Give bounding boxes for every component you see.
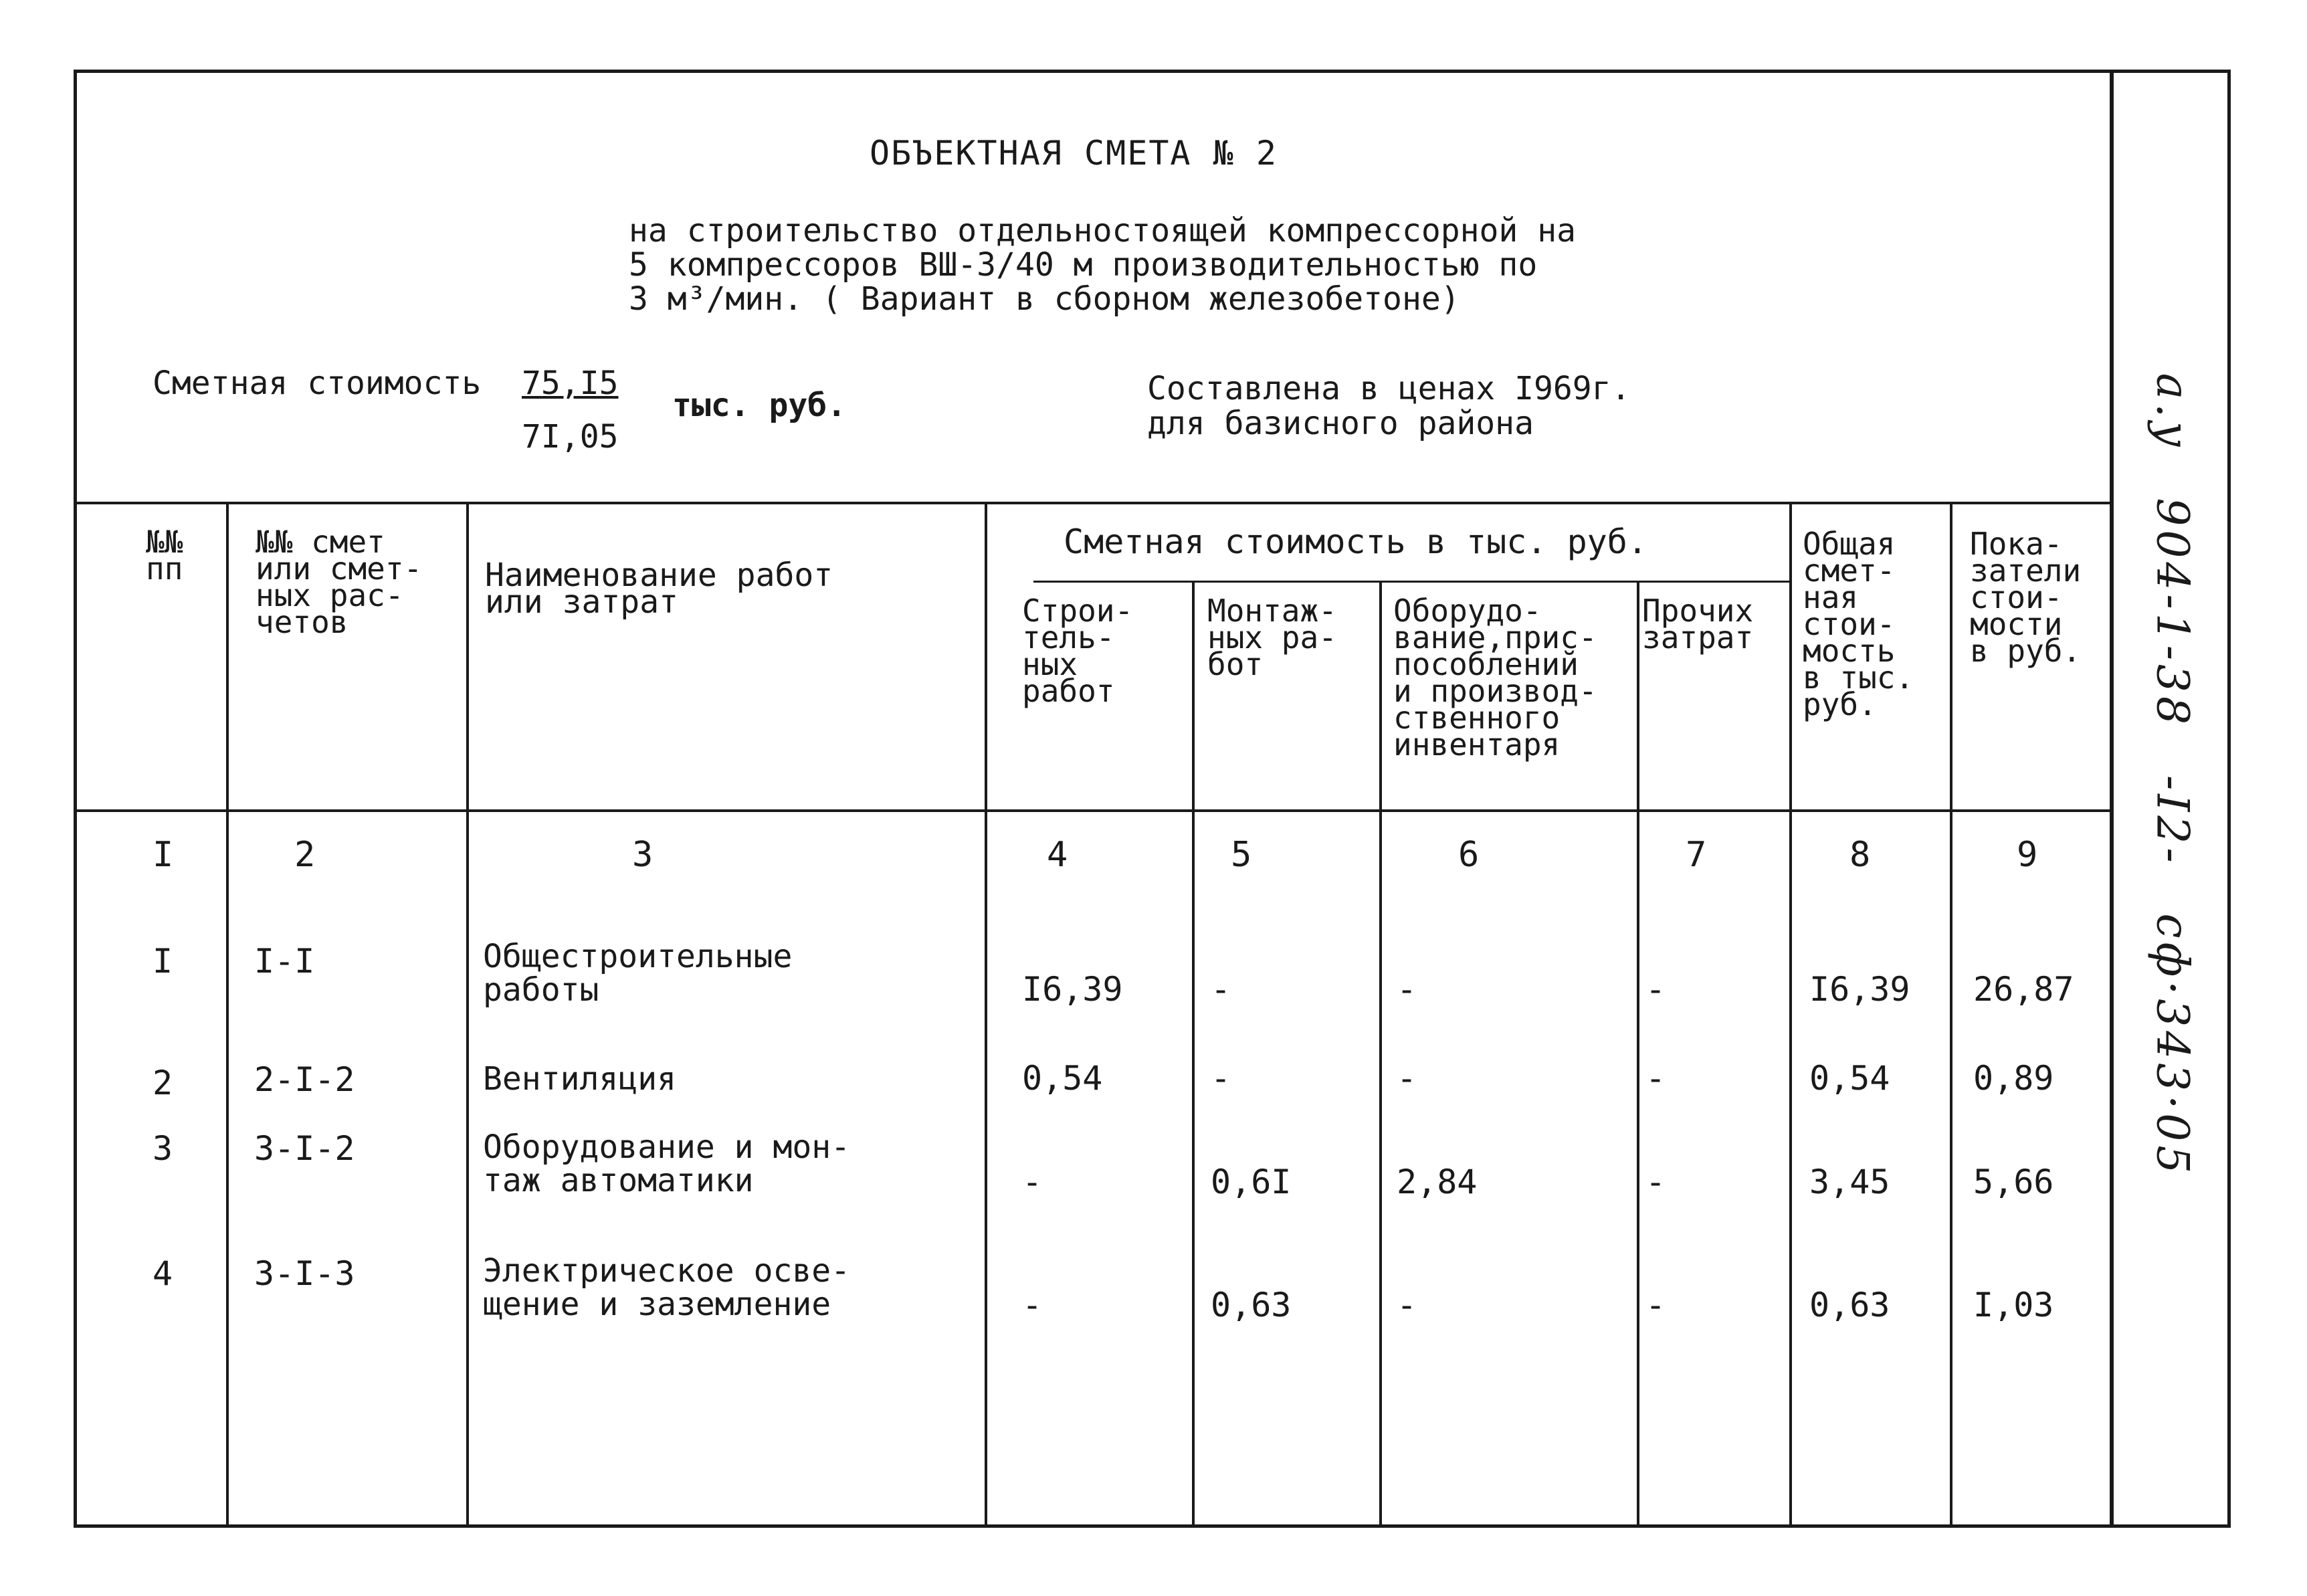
header-indicators: Пока- затели стои- мости в руб.: [1970, 526, 2082, 669]
column-divider: [226, 502, 229, 1528]
column-number: 4: [1047, 835, 1068, 875]
column-number: 9: [2017, 835, 2038, 875]
header-estimate-ref: №№ смет или смет- ных рас- четов: [256, 524, 423, 640]
table-cell-total: I6,39: [1809, 970, 1910, 1009]
table-row-name: Вентиляция: [483, 1060, 676, 1098]
estimated-cost-value-alt: 7I,05: [522, 418, 619, 456]
table-cell-construction: I6,39: [1022, 970, 1123, 1009]
table-top-border: [74, 502, 2114, 504]
page-number: -I2-: [2146, 775, 2198, 867]
estimated-cost-unit: тыс. руб.: [672, 387, 847, 424]
header-construction: Строи- тель- ных работ: [1022, 593, 1134, 709]
table-cell-other: -: [1645, 1163, 1666, 1201]
compiled-note: [1147, 371, 1630, 441]
column-divider: [985, 502, 987, 1528]
table-cell-total: 3,45: [1809, 1163, 1890, 1201]
header-equipment: Оборудо- вание,прис- пособлений и производ- ственного инвентаря: [1393, 593, 1597, 763]
column-divider: [1192, 581, 1195, 1528]
table-cell-installation: -: [1211, 970, 1231, 1009]
column-number: 6: [1458, 835, 1480, 875]
column-divider: [1950, 502, 1952, 1528]
table-cell-other: -: [1645, 970, 1666, 1009]
subtitle-line: на строительство отдельностоящей компрессорной на: [629, 212, 1577, 250]
table-cell-construction: 0,54: [1022, 1059, 1103, 1098]
header-other: Прочих затрат: [1642, 593, 1754, 656]
code-number: 904-1-38: [2146, 498, 2198, 728]
ref-code: сф·343·05: [2146, 913, 2198, 1178]
table-row-name: Электрическое осве- щение и заземление: [483, 1252, 851, 1323]
column-divider: [1637, 581, 1639, 1528]
table-cell-indicator: 0,89: [1973, 1059, 2054, 1098]
table-row-ref: I-I: [254, 942, 315, 981]
document-subtitle: [629, 214, 1576, 316]
table-cell-construction: -: [1022, 1286, 1043, 1324]
compiled-line: Составлена в ценах I969г.: [1147, 370, 1631, 407]
code-prefix: а.у: [2146, 373, 2198, 452]
column-divider: [1789, 502, 1792, 1528]
table-row-ref: 3-I-2: [254, 1129, 355, 1168]
table-row-name: Общестроительные работы: [483, 938, 793, 1009]
side-stamp-text: [2146, 373, 2198, 1224]
column-number: 8: [1849, 835, 1871, 875]
header-total: Общая смет- ная стои- мость в тыс. руб.: [1803, 526, 1914, 722]
estimated-cost-label: Сметная стоимость: [153, 365, 482, 402]
table-cell-other: -: [1645, 1059, 1666, 1098]
table-cell-installation: 0,63: [1211, 1286, 1292, 1324]
header-row-number: №№ пп: [146, 524, 183, 587]
column-number: 5: [1231, 835, 1252, 875]
column-divider: [1379, 581, 1382, 1528]
subtitle-line: 5 компрессоров ВШ-3/40 м производительностью по: [629, 246, 1538, 284]
group-header-divider: [1033, 581, 1789, 583]
subtitle-line: 3 м³/мин. ( Вариант в сборном железобетоне): [629, 280, 1460, 318]
table-cell-installation: 0,6I: [1211, 1163, 1292, 1201]
table-row-number: 3: [153, 1129, 173, 1168]
table-cell-indicator: 5,66: [1973, 1163, 2054, 1201]
header-bottom-border: [74, 809, 2114, 812]
table-cell-other: -: [1645, 1286, 1666, 1324]
compiled-line: для базисного района: [1147, 405, 1534, 442]
table-row-number: I: [153, 942, 173, 981]
table-row-ref: 2-I-2: [254, 1060, 355, 1099]
table-cell-equipment: -: [1397, 1059, 1417, 1098]
header-work-name: Наименование работ или затрат: [485, 557, 833, 621]
table-row-ref: 3-I-3: [254, 1254, 355, 1293]
table-row-number: 2: [153, 1064, 173, 1102]
document-title: ОБЪЕКТНАЯ СМЕТА № 2: [870, 134, 1278, 173]
table-cell-indicator: 26,87: [1973, 970, 2074, 1009]
header-installation: Монтаж- ных ра- бот: [1207, 593, 1337, 682]
column-number: I: [153, 835, 174, 875]
column-number: 3: [632, 835, 654, 875]
table-row-number: 4: [153, 1254, 173, 1293]
table-cell-equipment: -: [1397, 970, 1417, 1009]
column-divider: [466, 502, 469, 1528]
column-number: 2: [294, 835, 316, 875]
column-number: 7: [1686, 835, 1707, 875]
header-cost-group: Сметная стоимость в тыс. руб.: [1064, 522, 1647, 561]
table-cell-installation: -: [1211, 1059, 1231, 1098]
table-cell-equipment: 2,84: [1397, 1163, 1478, 1201]
table-cell-total: 0,54: [1809, 1059, 1890, 1098]
estimated-cost-value: 75,I5: [522, 365, 619, 402]
table-row-name: Оборудование и мон- таж автоматики: [483, 1128, 851, 1199]
table-cell-total: 0,63: [1809, 1286, 1890, 1324]
table-cell-construction: -: [1022, 1163, 1043, 1201]
table-cell-indicator: I,03: [1973, 1286, 2054, 1324]
side-stamp: [2110, 70, 2231, 1528]
table-cell-equipment: -: [1397, 1286, 1417, 1324]
